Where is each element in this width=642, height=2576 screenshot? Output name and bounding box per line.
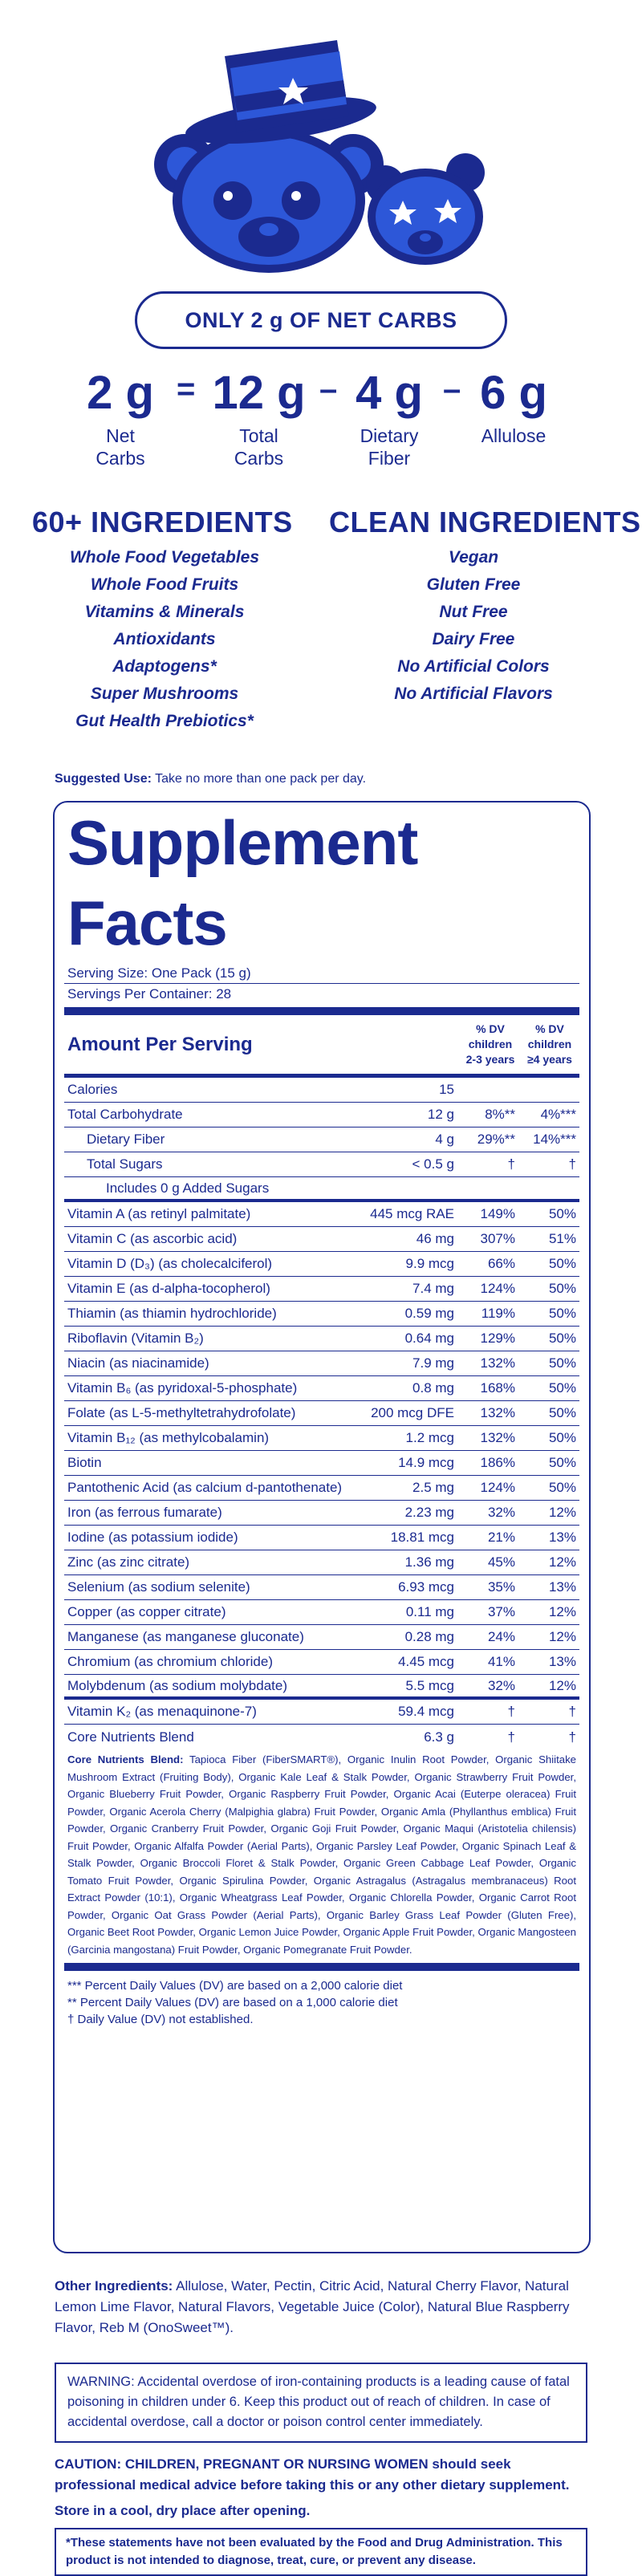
table-row bbox=[64, 1401, 579, 1426]
nutrient-name: Total Sugars bbox=[87, 1156, 163, 1172]
small-bear-icon bbox=[366, 153, 485, 265]
nutrient-name: Folate (as L-5-methyltetrahydrofolate) bbox=[67, 1405, 296, 1420]
nutrient-dv-4: 50% bbox=[548, 1206, 576, 1221]
nutrient-amount: 12 g bbox=[427, 1107, 454, 1122]
nutrient-dv-2-3: 124% bbox=[480, 1480, 515, 1495]
table-row bbox=[64, 1202, 579, 1227]
equation-value: 4 g bbox=[356, 367, 423, 419]
nutrient-dv-4: 12% bbox=[548, 1604, 576, 1619]
nutrient-amount: 0.59 mg bbox=[404, 1306, 454, 1321]
nutrient-amount: 9.9 mcg bbox=[405, 1256, 454, 1271]
nutrient-dv-4: 12% bbox=[548, 1554, 576, 1570]
nutrient-amount: 5.5 mcg bbox=[405, 1677, 454, 1693]
table-row bbox=[64, 1302, 579, 1327]
list-item: Nut Free bbox=[439, 603, 508, 621]
nutrient-name: Riboflavin (Vitamin B₂) bbox=[67, 1331, 204, 1346]
nutrient-dv-4: 51% bbox=[548, 1231, 576, 1246]
nutrient-dv-4: 50% bbox=[548, 1430, 576, 1445]
nutrient-dv-2-3: 45% bbox=[487, 1554, 515, 1570]
dv-header-line: children bbox=[527, 1038, 572, 1050]
nutrient-dv-2-3: 132% bbox=[480, 1355, 515, 1371]
ingredients-count-heading: 60+ INGREDIENTS bbox=[32, 506, 293, 538]
iron-warning-box: WARNING: Accidental overdose of iron-containing products is a leading cause of fatal poisoning in children under 6. Keep this product out of reach of children. In case of accidental overdose, call a doctor or poison control center immediately. bbox=[55, 2363, 587, 2443]
nutrient-name: Vitamin E (as d-alpha-tocopherol) bbox=[67, 1281, 270, 1296]
nutrient-dv-4: 50% bbox=[548, 1256, 576, 1271]
nutrient-dv-2-3: 32% bbox=[487, 1505, 515, 1520]
equation-label: Fiber bbox=[368, 448, 411, 469]
other-ingredients-text: Allulose, Water, Pectin, Citric Acid, Natural Cherry Flavor, Natural Lemon Lime Flavor, Natural Flavors, Vegetable Juice (Color), Natural Blue Raspberry Flavor, Reb M (OnoSweet™). bbox=[55, 2278, 570, 2335]
nutrient-amount: 1.36 mg bbox=[404, 1554, 454, 1570]
nutrient-dv-2-3: 21% bbox=[487, 1530, 515, 1545]
table-row bbox=[64, 1327, 579, 1351]
nutrient-name: Vitamin B₆ (as pyridoxal-5-phosphate) bbox=[67, 1380, 298, 1396]
equation-total-carbs bbox=[205, 365, 313, 469]
table-row bbox=[64, 1227, 579, 1252]
suggested-use-label: Suggested Use: bbox=[55, 772, 152, 786]
nutrient-name: Vitamin D (D₃) (as cholecalciferol) bbox=[67, 1256, 273, 1271]
nutrient-dv-4: † bbox=[568, 1156, 576, 1172]
nutrient-dv-2-3: 8%** bbox=[485, 1107, 515, 1122]
nutrient-amount: 6.3 g bbox=[424, 1729, 454, 1745]
nutrient-amount: 4 g bbox=[435, 1132, 454, 1147]
nutrient-name: Core Nutrients Blend bbox=[67, 1729, 194, 1745]
minus-sign: – bbox=[443, 372, 461, 407]
table-row bbox=[64, 1600, 579, 1625]
blend-label: Core Nutrients Blend: bbox=[67, 1753, 184, 1765]
clean-ingredients-list bbox=[329, 544, 618, 708]
table-row bbox=[64, 1252, 579, 1277]
footnotes bbox=[64, 1971, 579, 2028]
nutrient-name: Copper (as copper citrate) bbox=[67, 1604, 226, 1619]
nutrient-dv-4: 50% bbox=[548, 1405, 576, 1420]
list-item: Whole Food Vegetables bbox=[69, 548, 260, 567]
table-row bbox=[64, 1575, 579, 1600]
bear-mascot-illustration bbox=[120, 40, 522, 273]
nutrient-amount: 445 mcg RAE bbox=[370, 1206, 454, 1221]
nutrient-dv-2-3: 37% bbox=[487, 1604, 515, 1619]
minus-sign: – bbox=[319, 372, 338, 407]
nutrient-name: Total Carbohydrate bbox=[67, 1107, 183, 1122]
list-item: Vitamins & Minerals bbox=[84, 603, 245, 621]
list-item: Super Mushrooms bbox=[90, 685, 239, 703]
table-row bbox=[64, 1725, 579, 1749]
list-item: Dairy Free bbox=[432, 630, 515, 648]
footnote: † Daily Value (DV) not established. bbox=[67, 2013, 254, 2026]
suggested-use-text: Take no more than one pack per day. bbox=[151, 772, 367, 786]
list-item: Gut Health Prebiotics* bbox=[75, 712, 254, 730]
table-row bbox=[64, 1526, 579, 1550]
nutrient-dv-2-3: † bbox=[507, 1729, 515, 1745]
nutrient-amount: 0.8 mg bbox=[412, 1380, 454, 1396]
nutrient-amount: 0.11 mg bbox=[405, 1604, 454, 1619]
nutrient-amount: 7.4 mg bbox=[412, 1281, 454, 1296]
nutrient-dv-4: 12% bbox=[548, 1629, 576, 1644]
nutrient-amount: 59.4 mcg bbox=[398, 1704, 454, 1719]
nutrient-dv-4: 12% bbox=[548, 1677, 576, 1693]
footnote: ** Percent Daily Values (DV) are based on a 1,000 calorie diet bbox=[67, 1996, 398, 2009]
equation-label: Allulose bbox=[481, 425, 547, 446]
table-row bbox=[64, 1103, 579, 1128]
equation-label: Carbs bbox=[95, 448, 145, 469]
nutrient-amount: 1.2 mcg bbox=[405, 1430, 454, 1445]
nutrient-dv-2-3: 149% bbox=[480, 1206, 515, 1221]
supplement-facts-panel bbox=[53, 801, 591, 2253]
nutrient-name: Manganese (as manganese gluconate) bbox=[67, 1629, 304, 1644]
nutrient-dv-4: 4%*** bbox=[540, 1107, 576, 1122]
nutrient-dv-4: 12% bbox=[548, 1505, 576, 1520]
list-item: No Artificial Colors bbox=[397, 657, 550, 676]
nutrient-amount: 2.23 mg bbox=[404, 1505, 454, 1520]
list-item: Antioxidants bbox=[113, 630, 216, 648]
footnote: *** Percent Daily Values (DV) are based on a 2,000 calorie diet bbox=[67, 1979, 403, 1993]
nutrient-name: Dietary Fiber bbox=[87, 1132, 165, 1147]
table-row bbox=[64, 1351, 579, 1376]
list-item: Vegan bbox=[448, 548, 499, 567]
amount-per-serving: Amount Per Serving bbox=[67, 1033, 253, 1055]
nutrient-name: Chromium (as chromium chloride) bbox=[67, 1654, 274, 1669]
table-row bbox=[64, 1501, 579, 1526]
nutrient-dv-4: 50% bbox=[548, 1455, 576, 1470]
table-row bbox=[64, 1451, 579, 1476]
storage-text: Store in a cool, dry place after opening. bbox=[55, 2503, 311, 2518]
nutrient-name: Iron (as ferrous fumarate) bbox=[67, 1505, 222, 1520]
nutrient-dv-4: 50% bbox=[548, 1380, 576, 1396]
nutrient-amount: 14.9 mcg bbox=[398, 1455, 454, 1470]
nutrient-amount: 0.64 mg bbox=[404, 1331, 454, 1346]
other-ingredients bbox=[55, 2276, 589, 2338]
equals-sign: = bbox=[177, 372, 196, 407]
nutrient-dv-2-3: 32% bbox=[487, 1677, 515, 1693]
nutrient-dv-2-3: 132% bbox=[480, 1405, 515, 1420]
nutrient-dv-2-3: 186% bbox=[480, 1455, 515, 1470]
table-row bbox=[64, 1376, 579, 1401]
nutrient-dv-2-3: 307% bbox=[480, 1231, 515, 1246]
nutrient-amount: < 0.5 g bbox=[412, 1156, 454, 1172]
equation-net-carbs bbox=[72, 365, 169, 469]
table-row bbox=[64, 1650, 579, 1675]
nutrient-name: Vitamin A (as retinyl palmitate) bbox=[67, 1206, 251, 1221]
nutrient-dv-2-3: † bbox=[507, 1156, 515, 1172]
nutrient-dv-2-3: 41% bbox=[487, 1654, 515, 1669]
ingredient-highlights-list bbox=[32, 544, 297, 735]
nutrient-name: Zinc (as zinc citrate) bbox=[67, 1554, 190, 1570]
table-row bbox=[64, 1177, 579, 1202]
table-row bbox=[64, 1277, 579, 1302]
table-row bbox=[64, 1152, 579, 1177]
nutrient-amount: 15 bbox=[439, 1082, 454, 1097]
nutrient-dv-4: 50% bbox=[548, 1281, 576, 1296]
nutrient-name: Iodine (as potassium iodide) bbox=[67, 1530, 238, 1545]
table-row bbox=[64, 1426, 579, 1451]
nutrient-name: Molybdenum (as sodium molybdate) bbox=[67, 1677, 288, 1693]
list-item: Gluten Free bbox=[426, 575, 521, 594]
nutrient-dv-2-3: 129% bbox=[480, 1331, 515, 1346]
caution-text: CAUTION: CHILDREN, PREGNANT OR NURSING WOMEN should seek professional medical advice before taking this or any other dietary supplement. bbox=[55, 2456, 570, 2493]
nutrient-dv-4: 50% bbox=[548, 1355, 576, 1371]
nutrient-name: Niacin (as niacinamide) bbox=[67, 1355, 209, 1371]
equation-value: 12 g bbox=[212, 367, 306, 419]
nutrient-dv-4: 50% bbox=[548, 1331, 576, 1346]
nutrient-name: Vitamin K₂ (as menaquinone-7) bbox=[67, 1704, 257, 1719]
nutrient-amount: 6.93 mcg bbox=[398, 1579, 454, 1595]
table-row bbox=[64, 1476, 579, 1501]
nutrient-amount: 2.5 mg bbox=[412, 1480, 454, 1495]
nutrient-dv-4: 14%*** bbox=[533, 1132, 576, 1147]
equation-label: Carbs bbox=[234, 448, 284, 469]
net-carbs-pill: ONLY 2 g OF NET CARBS bbox=[135, 291, 507, 349]
nutrient-dv-2-3: 29%** bbox=[477, 1132, 515, 1147]
table-row bbox=[64, 1078, 579, 1103]
nutrient-amount: 18.81 mcg bbox=[390, 1530, 454, 1545]
nutrient-name: Pantothenic Acid (as calcium d-pantothenate) bbox=[67, 1480, 343, 1495]
table-row bbox=[64, 1128, 579, 1152]
serving-size: Serving Size: One Pack (15 g) bbox=[64, 963, 579, 984]
table-row bbox=[64, 1550, 579, 1575]
dv-column-4-years bbox=[520, 1022, 579, 1067]
nutrient-dv-4: † bbox=[568, 1729, 576, 1745]
nutrient-dv-2-3: 66% bbox=[487, 1256, 515, 1271]
core-nutrients-blend-text bbox=[64, 1749, 579, 1971]
nutrient-dv-2-3: 132% bbox=[480, 1430, 515, 1445]
equation-label: Net bbox=[106, 425, 135, 446]
nutrient-dv-4: 13% bbox=[548, 1654, 576, 1669]
nutrient-name: Includes 0 g Added Sugars bbox=[106, 1180, 270, 1196]
nutrient-name: Vitamin C (as ascorbic acid) bbox=[67, 1231, 238, 1246]
dv-header-line: % DV bbox=[535, 1022, 564, 1035]
carb-equation bbox=[0, 365, 642, 494]
supplement-facts-title: Supplement Facts bbox=[67, 807, 418, 958]
table-row bbox=[64, 1700, 579, 1725]
nutrient-name: Vitamin B₁₂ (as methylcobalamin) bbox=[67, 1430, 270, 1445]
nutrient-amount: 46 mg bbox=[416, 1231, 454, 1246]
dv-header-line: children bbox=[468, 1038, 513, 1050]
dv-header-line: % DV bbox=[476, 1022, 505, 1035]
big-bear-icon bbox=[154, 128, 384, 273]
equation-value: 2 g bbox=[87, 367, 154, 419]
facts-rows bbox=[64, 1078, 579, 1700]
nutrient-dv-4: † bbox=[568, 1704, 576, 1719]
nutrient-name: Selenium (as sodium selenite) bbox=[67, 1579, 250, 1595]
nutrient-dv-2-3: 35% bbox=[487, 1579, 515, 1595]
servings-per-container: Servings Per Container: 28 bbox=[67, 986, 232, 1002]
table-row bbox=[64, 1625, 579, 1650]
clean-ingredients-heading: CLEAN INGREDIENTS bbox=[329, 506, 641, 538]
facts-header-row bbox=[64, 1015, 579, 1078]
list-item: Adaptogens* bbox=[112, 657, 217, 676]
nutrient-dv-2-3: † bbox=[507, 1704, 515, 1719]
nutrient-dv-2-3: 119% bbox=[481, 1306, 515, 1321]
equation-label: Dietary bbox=[360, 425, 419, 446]
table-row bbox=[64, 1675, 579, 1700]
nutrient-name: Biotin bbox=[67, 1455, 102, 1470]
nutrient-dv-2-3: 24% bbox=[487, 1629, 515, 1644]
nutrient-name: Calories bbox=[67, 1082, 118, 1097]
nutrient-amount: 0.28 mg bbox=[404, 1629, 454, 1644]
nutrient-dv-4: 13% bbox=[548, 1579, 576, 1595]
suggested-use bbox=[55, 772, 366, 786]
equation-dietary-fiber bbox=[341, 365, 437, 469]
nutrient-dv-2-3: 124% bbox=[480, 1281, 515, 1296]
equation-label: Total bbox=[239, 425, 278, 446]
nutrient-name: Thiamin (as thiamin hydrochloride) bbox=[67, 1306, 277, 1321]
nutrient-amount: 200 mcg DFE bbox=[371, 1405, 454, 1420]
nutrient-amount: 4.45 mcg bbox=[398, 1654, 454, 1669]
divider bbox=[64, 1007, 579, 1015]
nutrient-dv-2-3: 168% bbox=[480, 1380, 515, 1396]
list-item: No Artificial Flavors bbox=[394, 685, 553, 703]
equation-allulose bbox=[465, 365, 562, 447]
dv-header-line: ≥4 years bbox=[527, 1053, 572, 1066]
blend-ingredients: Tapioca Fiber (FiberSMART®), Organic Inulin Root Powder, Organic Shiitake Mushroom Extract (Fruiting Body), Organic Kale Leaf & Stalk Powder, Organic Strawberry Fruit Powder, Organic Blueberry Fruit Powder, Organic Raspberry Fruit Powder, Organic Acai (Euterpe oleracea) Fruit Powder, Organic Acerola Cherry (Malpighia glabra) Fruit Powder, Organic Amla (Phyllanthus emblica) Fruit Powder, Organic Cranberry Fruit Powder, Organic Goji Fruit Powder, Organic Maqui (Aristotelia chilensis) Fruit Powder, Organic Alfalfa Powder (Aerial Parts), Organic Parsley Leaf Powder, Organic Spinach Leaf & Stalk Powder, Organic Broccoli Floret & Stalk Powder, Organic Green Cabbage Leaf Powder, Organic Tomato Fruit Powder, Organic Spirulina Powder, Organic Astragalus (Astragalus membranaceus) Root Extract Powder (10:1), Organic Wheatgrass Leaf Powder, Organic Chlorella Powder, Organic Carrot Root Powder, Organic Oat Grass Powder (Aerial Parts), Organic Barley Grass Leaf Powder (Gluten Free), Organic Beet Root Powder, Organic Lemon Juice Powder, Organic Apple Fruit Powder, Organic Mangosteen (Garcinia mangostana) Fruit Powder, Organic Pomegranate Fruit Powder. bbox=[67, 1753, 577, 1956]
fda-statement-box: *These statements have not been evaluated by the Food and Drug Administration. This product is not intended to diagnose, treat, cure, or prevent any disease. bbox=[55, 2528, 587, 2576]
dv-column-2-3-years bbox=[461, 1022, 520, 1067]
nutrient-dv-4: 50% bbox=[548, 1480, 576, 1495]
equation-value: 6 g bbox=[480, 367, 547, 419]
nutrient-amount: 7.9 mg bbox=[412, 1355, 454, 1371]
other-ingredients-label: Other Ingredients: bbox=[55, 2278, 173, 2294]
nutrient-dv-4: 13% bbox=[548, 1530, 576, 1545]
list-item: Whole Food Fruits bbox=[90, 575, 239, 594]
nutrient-dv-4: 50% bbox=[548, 1306, 576, 1321]
dv-header-line: 2-3 years bbox=[465, 1053, 515, 1066]
